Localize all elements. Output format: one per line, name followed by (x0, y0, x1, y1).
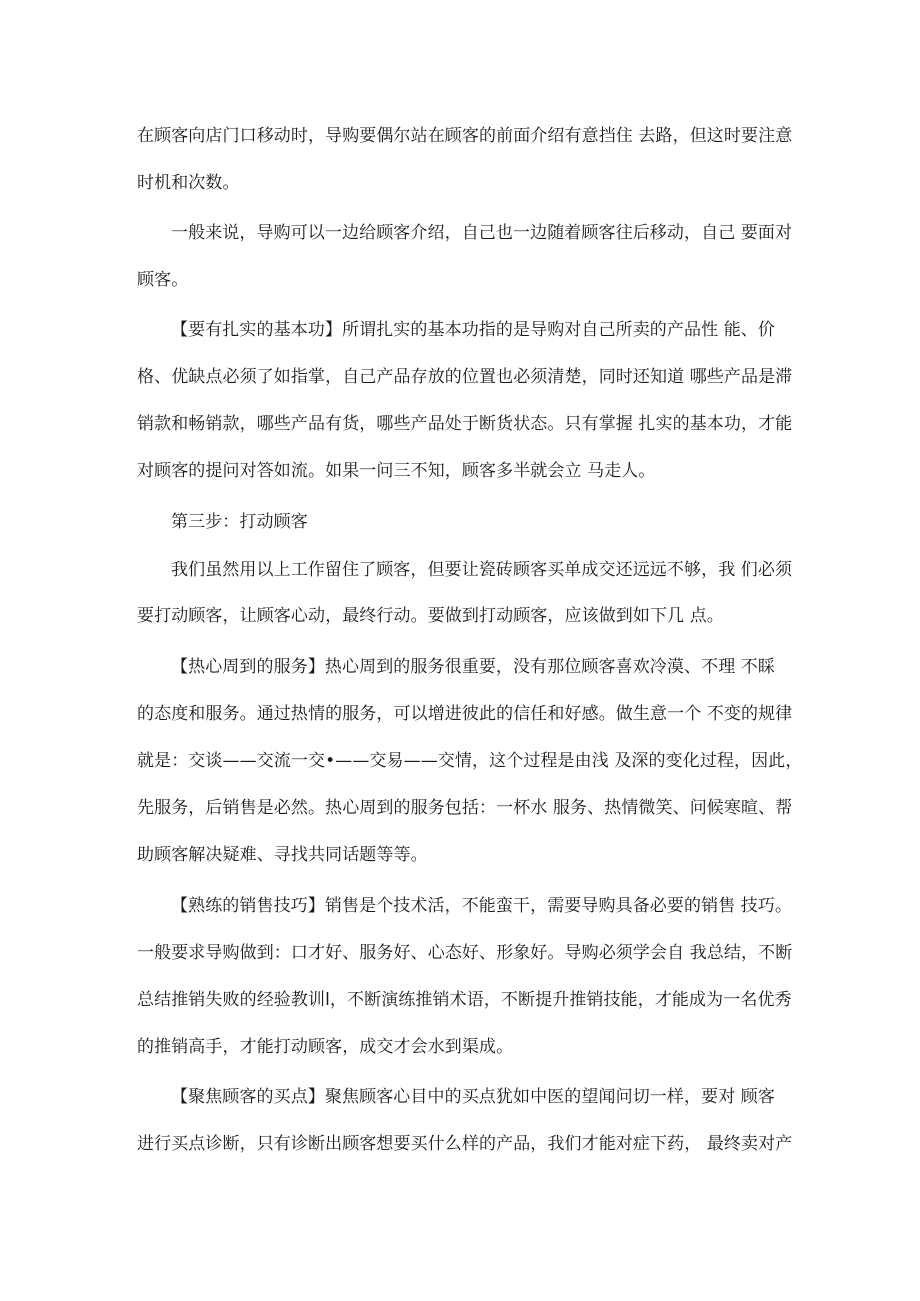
text-line: 一般要求导购做到：口才好、服务好、心态好、形象好。导购必须学会自 我总结，不断 (137, 943, 793, 963)
text-line: 顾客。 (137, 270, 189, 290)
text-line: 对顾客的提问对答如流。如果一问三不知，顾客多半就会立 马走人。 (137, 461, 656, 481)
text-line: 在顾客向店门口移动时，导购要偶尔站在顾客的前面介绍有意挡住 去路，但这时要注意 (137, 126, 793, 146)
text-line: 【熟练的销售技巧】销售是个技术活，不能蛮干，需要导购具备必要的销售 技巧。 (171, 896, 793, 916)
text-line: 时机和次数。 (137, 173, 240, 193)
text-line: 的推销高手，才能打动顾客，成交才会水到渠成。 (137, 1037, 514, 1057)
text-line: 一般来说，导购可以一边给顾客介绍，自己也一边随着顾客往后移动，自己 要面对 (171, 223, 793, 243)
text-line: 的态度和服务。通过热情的服务，可以增进彼此的信任和好感。做生意一个 不变的规律 (137, 704, 793, 724)
text-line: 先服务，后销售是必然。热心周到的服务包括：一杯水 服务、热情微笑、问候寒暄、帮 (137, 798, 793, 818)
text-line: 我们虽然用以上工作留住了顾客，但要让瓷砖顾客买单成交还远远不够，我 们必须 (171, 560, 793, 580)
text-line: 就是：交谈——交流一交•——交易——交情，这个过程是由浅 及深的变化过程，因此， (137, 751, 803, 771)
text-line: 【要有扎实的基本功】所谓扎实的基本功指的是导购对自己所卖的产品性 能、价 (171, 320, 776, 340)
text-line: 要打动顾客，让顾客心动，最终行动。要做到打动顾客，应该做到如下几 点。 (137, 606, 724, 626)
text-line: 【聚焦顾客的买点】聚焦顾客心目中的买点犹如中医的望闻问切一样，要对 顾客 (171, 1087, 776, 1107)
text-line: 助顾客解决疑难、寻找共同话题等等。 (137, 845, 428, 865)
section-heading: 第三步：打动顾客 (171, 512, 308, 532)
text-line: 销款和畅销款，哪些产品有货，哪些产品处于断货状态。只有掌握 扎实的基本功，才能 (137, 414, 793, 434)
text-line: 【热心周到的服务】热心周到的服务很重要，没有那位顾客喜欢冷漠、不理 不睬 (171, 657, 776, 677)
text-line: 总结推销失败的经验教训l，不断演练推销术语，不断提升推销技能，才能成为一名优秀 (137, 990, 792, 1010)
text-line: 进行买点诊断，只有诊断出顾客想要买什么样的产品，我们才能对症下药， 最终卖对产 (137, 1134, 793, 1154)
text-line: 格、优缺点必须了如指掌，自己产品存放的位置也必须清楚，同时还知道 哪些产品是滞 (137, 367, 793, 387)
